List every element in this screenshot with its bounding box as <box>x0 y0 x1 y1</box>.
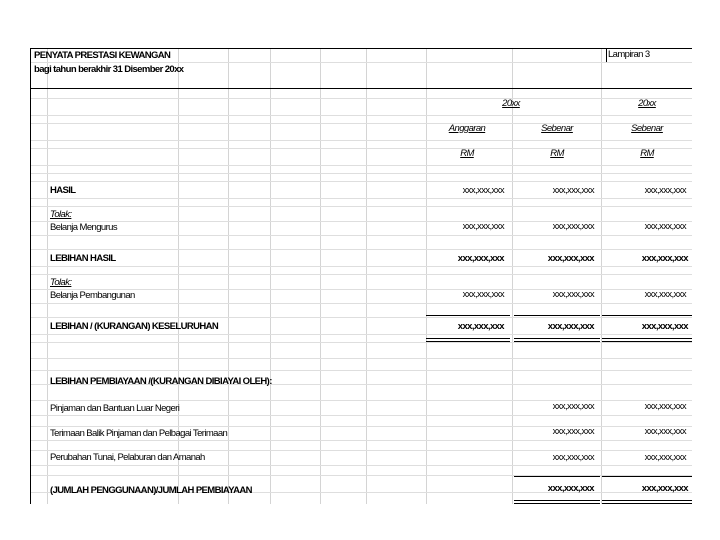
column-year-1: 20xx <box>502 98 520 109</box>
gridline <box>30 334 692 335</box>
value-cell: xxx,xxx,xxx <box>547 483 594 494</box>
gridline <box>512 48 513 504</box>
value-cell: xxx,xxx,xxx <box>462 289 504 300</box>
total-double-rule <box>602 500 692 504</box>
gridline <box>30 165 692 166</box>
row-label-hasil: HASIL <box>50 185 76 196</box>
column-actual-1: Sebenar <box>541 123 573 134</box>
row-label-lebihan-pembiayaan: LEBIHAN PEMBIAYAAN /(KURANGAN DIBIAYAI OLEH): <box>50 376 272 387</box>
value-cell: xxx,xxx,xxx <box>547 253 594 264</box>
value-cell: xxx,xxx,xxx <box>552 221 594 232</box>
gridline <box>30 440 692 441</box>
currency-unit: RM <box>550 148 564 159</box>
row-label-terimaan-balik: Terimaan Balik Pinjaman dan Pelbagai Terimaan <box>50 428 228 439</box>
value-cell: xxx,xxx,xxx <box>462 185 504 196</box>
gridline <box>30 317 692 318</box>
subtotal-rule <box>514 476 600 477</box>
gridline <box>366 48 367 504</box>
sheet-top-border <box>30 48 692 49</box>
value-cell: xxx,xxx,xxx <box>552 185 594 196</box>
value-cell: xxx,xxx,xxx <box>457 321 504 332</box>
value-cell: xxx,xxx,xxx <box>462 221 504 232</box>
row-label-perubahan-tunai: Perubahan Tunai, Pelaburan dan Amanah <box>50 452 205 463</box>
value-cell: xxx,xxx,xxx <box>547 321 594 332</box>
subtotal-rule <box>602 315 692 316</box>
value-cell: xxx,xxx,xxx <box>457 253 504 264</box>
row-label-tolak: Tolak: <box>50 277 72 288</box>
total-double-rule <box>514 338 600 342</box>
gridline <box>30 173 692 174</box>
subtotal-rule <box>602 476 692 477</box>
sheet-left-border <box>30 48 31 504</box>
total-double-rule <box>426 338 510 342</box>
statement-subtitle: bagi tahun berakhir 31 Disember 20xx <box>34 64 184 75</box>
gridline <box>30 115 692 116</box>
subtotal-rule <box>514 315 600 316</box>
subtotal-rule <box>426 315 510 316</box>
gridline <box>30 274 692 275</box>
gridline <box>30 342 692 343</box>
gridline <box>30 62 692 63</box>
row-label-belanja-pembangunan: Belanja Pembangunan <box>50 290 135 301</box>
gridline <box>30 415 692 416</box>
gridline <box>426 48 427 504</box>
gridline <box>30 266 692 267</box>
gridline <box>30 465 692 466</box>
currency-unit: RM <box>640 148 654 159</box>
appendix-cell-border <box>606 48 607 62</box>
column-actual-2: Sebenar <box>631 123 663 134</box>
value-cell: xxx,xxx,xxx <box>644 401 686 412</box>
gridline <box>30 303 692 304</box>
row-label-belanja-mengurus: Belanja Mengurus <box>50 222 117 233</box>
value-cell: xxx,xxx,xxx <box>552 426 594 437</box>
value-cell: xxx,xxx,xxx <box>644 452 686 463</box>
row-label-lebihan-hasil: LEBIHAN HASIL <box>50 253 116 264</box>
row-label-jumlah: (JUMLAH PENGGUNAAN)/JUMLAH PEMBIAYAAN <box>50 485 252 496</box>
header-bottom-border <box>30 88 692 89</box>
value-cell: xxx,xxx,xxx <box>641 321 688 332</box>
value-cell: xxx,xxx,xxx <box>644 185 686 196</box>
currency-unit: RM <box>460 148 474 159</box>
gridline <box>47 48 48 504</box>
gridline <box>30 235 692 236</box>
value-cell: xxx,xxx,xxx <box>552 289 594 300</box>
total-double-rule <box>602 338 692 342</box>
column-budget: Anggaran <box>448 123 486 134</box>
financial-statement-sheet <box>30 48 692 504</box>
row-label-pinjaman: Pinjaman dan Bantuan Luar Negeri <box>50 403 180 414</box>
gridline <box>30 181 692 182</box>
total-double-rule <box>514 500 600 504</box>
appendix-label: Lampiran 3 <box>608 49 650 60</box>
gridline <box>270 48 271 504</box>
statement-title: PENYATA PRESTASI KEWANGAN <box>34 50 171 61</box>
value-cell: xxx,xxx,xxx <box>644 426 686 437</box>
gridline <box>30 249 692 250</box>
value-cell: xxx,xxx,xxx <box>644 221 686 232</box>
gridline <box>30 450 692 451</box>
gridline <box>30 358 692 359</box>
value-cell: xxx,xxx,xxx <box>552 452 594 463</box>
gridline <box>30 370 692 371</box>
value-cell: xxx,xxx,xxx <box>644 289 686 300</box>
gridline <box>228 48 229 504</box>
gridline <box>30 206 692 207</box>
gridline <box>30 140 692 141</box>
row-label-lebihan-keseluruhan: LEBIHAN / (KURANGAN) KESELURUHAN <box>50 321 219 332</box>
gridline <box>30 198 692 199</box>
row-label-tolak: Tolak: <box>50 209 72 220</box>
value-cell: xxx,xxx,xxx <box>552 401 594 412</box>
gridline <box>320 48 321 504</box>
value-cell: xxx,xxx,xxx <box>641 253 688 264</box>
column-year-2: 20xx <box>638 98 656 109</box>
value-cell: xxx,xxx,xxx <box>641 483 688 494</box>
